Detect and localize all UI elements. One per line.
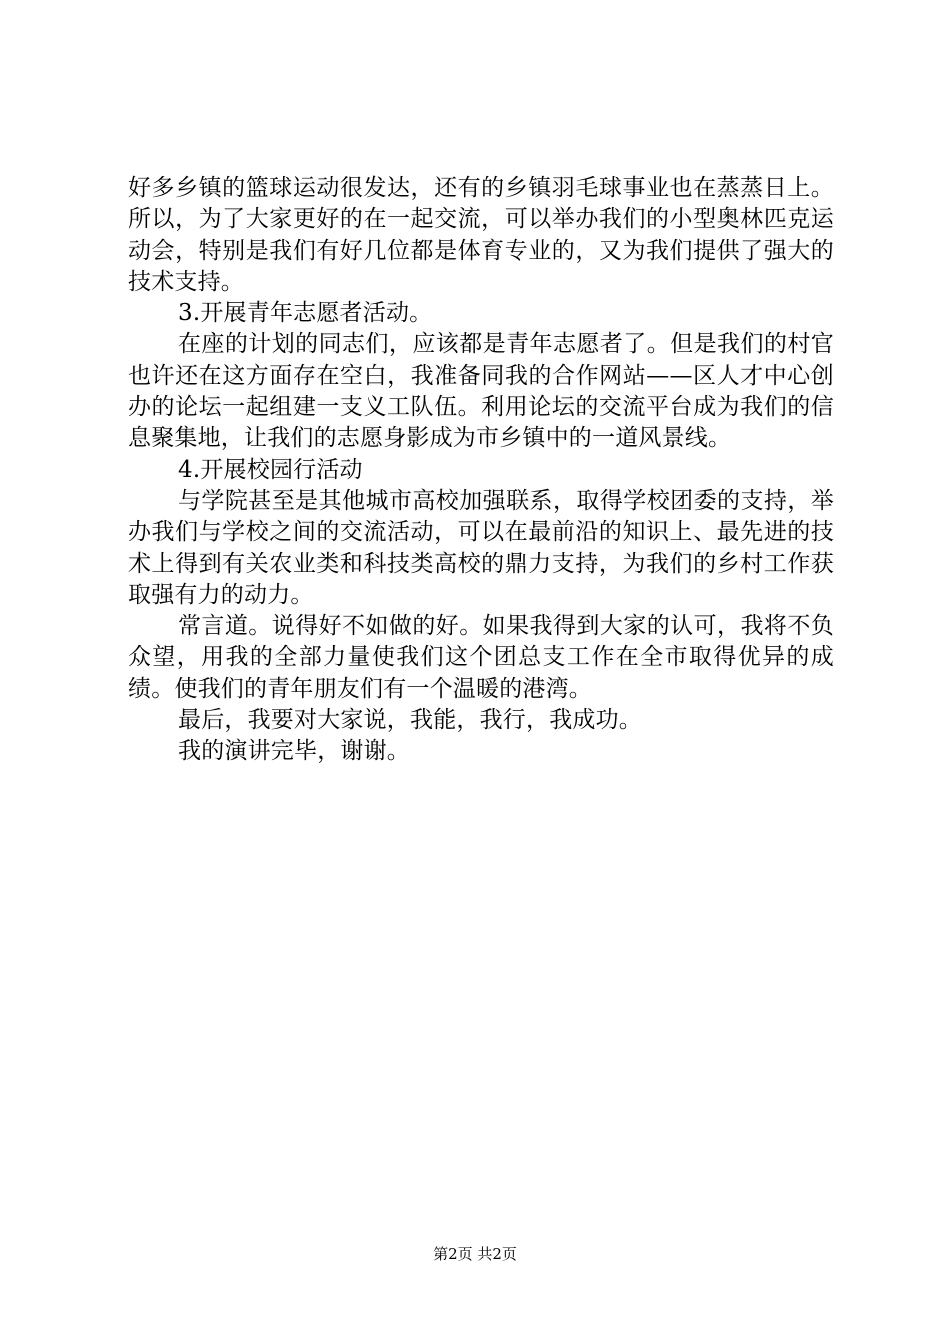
paragraph-5: 与学院甚至是其他城市高校加强联系，取得学校团委的支持，举办我们与学校之间的交流活动，可以在最前沿的知识上、最先进的技术上得到有关农业类和科技类高校的鼎力支持，为我们的乡村工作获取强有力的动力。 <box>128 487 834 608</box>
paragraph-3: 在座的计划的同志们，应该都是青年志愿者了。但是我们的村官也许还在这方面存在空白，我准备同我的合作网站——区人才中心创办的论坛一起组建一支义工队伍。利用论坛的交流平台成为我们的信息聚集地，让我们的志愿身影成为市乡镇中的一道风景线。 <box>128 331 834 452</box>
page-number-label: 第2页 共2页 <box>433 1245 517 1263</box>
paragraph-8: 我的演讲完毕，谢谢。 <box>178 738 410 765</box>
paragraph-2-heading: 3.开展青年志愿者活动。 <box>178 300 433 327</box>
paragraph-7: 最后，我要对大家说，我能，我行，我成功。 <box>178 707 642 734</box>
paragraph-1: 好多乡镇的篮球运动很发达，还有的乡镇羽毛球事业也在蒸蒸日上。所以，为了大家更好的在一起交流，可以举办我们的小型奥林匹克运动会，特别是我们有好几位都是体育专业的，又为我们提供了强大的技术支持。 <box>128 175 834 295</box>
page-footer <box>0 1244 950 1264</box>
paragraph-6: 常言道。说得好不如做的好。如果我得到大家的认可，我将不负众望，用我的全部力量使我们这个团总支工作在全市取得优异的成绩。使我们的青年朋友们有一个温暖的港湾。 <box>128 613 834 702</box>
paragraph-4-heading: 4.开展校园行活动 <box>178 456 363 483</box>
document-body <box>128 173 834 768</box>
